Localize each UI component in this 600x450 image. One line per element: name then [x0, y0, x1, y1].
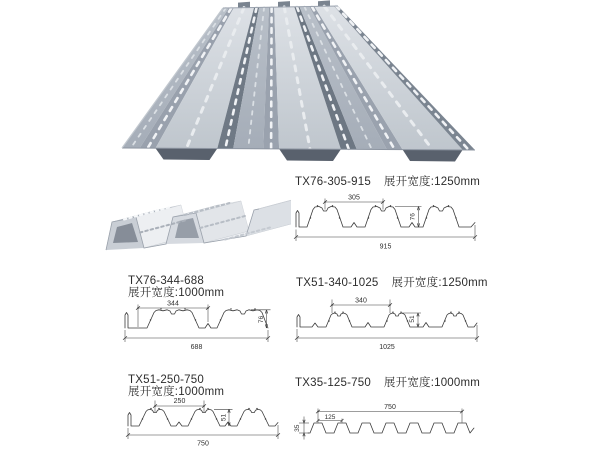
profile-outline [128, 409, 278, 426]
model-label: TX76-344-688 [128, 275, 204, 287]
height-dim-label: 51 [409, 315, 416, 323]
pitch-dim-label: 125 [324, 413, 336, 421]
profile-outline [297, 313, 477, 327]
profile-outline [125, 310, 268, 328]
small-product-photo [96, 170, 291, 265]
total-width-dimension [294, 225, 477, 251]
total-width-dimension [123, 330, 270, 351]
model-label: TX51-250-750 [128, 374, 204, 386]
pitch-dim-label: 344 [167, 300, 179, 308]
diagram2-drawing [113, 298, 288, 356]
main-product-photo [112, 0, 502, 162]
total-width-dimension [295, 325, 479, 351]
diagram3-drawing [290, 293, 482, 355]
deck-front-cut-edge [122, 148, 475, 162]
pitch-dim-label: 340 [355, 297, 367, 305]
height-dim-label: 51 [220, 413, 228, 422]
total-width-dim-label: 688 [190, 344, 203, 351]
diagram5-title [295, 377, 480, 389]
model-label: TX51-340-1025 [296, 277, 379, 289]
model-label: TX35-125-750 [295, 377, 371, 389]
height-dim-label: 35 [294, 424, 301, 432]
height-dimension [294, 417, 309, 440]
profile-outline [296, 207, 475, 228]
unfold-width-label: 展开宽度:1250mm [391, 277, 488, 289]
total-width-dimension [126, 425, 280, 448]
height-dimension [214, 409, 233, 426]
total-width-dim-label: 1025 [379, 344, 395, 351]
total-width-dim-label: 915 [379, 243, 392, 251]
diagram2-title [128, 275, 224, 299]
diagram3-title [296, 277, 488, 289]
total-width-dimension [316, 404, 464, 423]
diagram1-title [295, 176, 480, 188]
unfold-width-label: 展开宽度:1000mm [128, 287, 225, 299]
pitch-dimension [323, 195, 385, 210]
height-dim-label: 76 [257, 315, 265, 324]
total-width-dim-label: 750 [384, 404, 396, 411]
model-label: TX76-305-915 [295, 176, 371, 188]
unfold-width-label: 展开宽度:1000mm [383, 377, 481, 389]
height-dimension [251, 310, 271, 328]
profile-outline [308, 423, 474, 433]
unfold-width-label: 展开宽度:1250mm [383, 176, 481, 188]
pitch-dim-label: 250 [173, 398, 186, 405]
diagram5-drawing [293, 398, 478, 448]
pitch-dim-label: 305 [348, 194, 360, 202]
diagram1-drawing [288, 190, 488, 255]
pitch-dimension [317, 414, 344, 423]
unfold-width-label: 展开宽度:1000mm [128, 386, 225, 398]
total-width-dim-label: 750 [197, 440, 209, 448]
pitch-dimension [330, 298, 392, 314]
height-dim-label: 76 [409, 213, 417, 221]
diagram4-drawing [115, 395, 285, 450]
height-dimension [395, 207, 422, 228]
